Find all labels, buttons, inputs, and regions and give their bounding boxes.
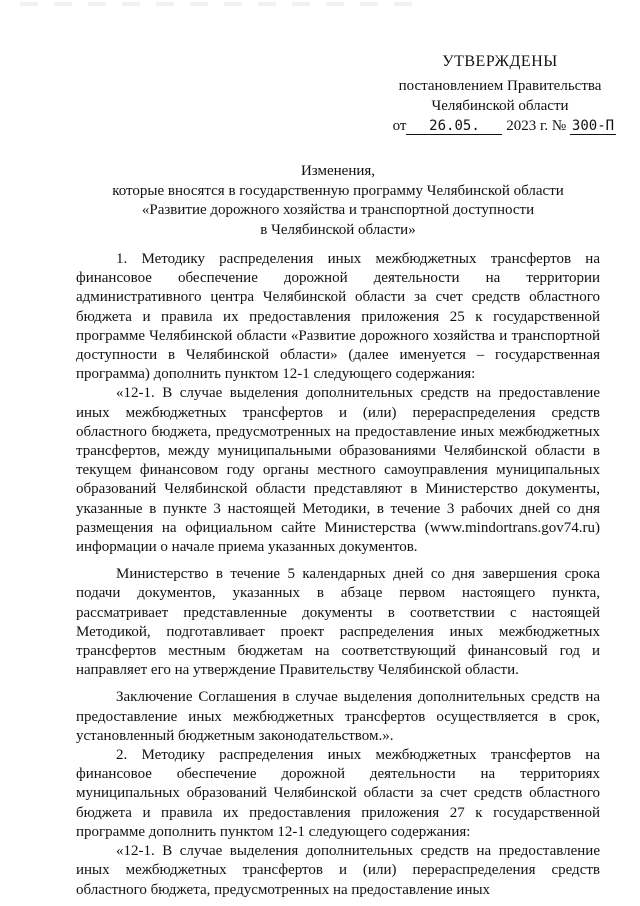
approval-date-line: [380, 116, 620, 136]
paragraph-6: «12-1. В случае выделения дополнительных средств на предоставление иных межбюджетных трансфертов и (или) перераспределения средств областного бюджета, предусмотренных на предоставление иных: [76, 843, 600, 898]
approval-title: УТВЕРЖДЕНЫ: [442, 53, 558, 70]
heading-line-1: Изменения,: [300, 163, 376, 179]
scan-artifact: [20, 2, 420, 6]
date-day-field: 26.05.: [406, 118, 502, 135]
document-heading: [76, 162, 600, 240]
paragraph-5: 2. Методику распределения иных межбюджетных трансфертов на финансовое обеспечение дорожной деятельности на территориях муниципальных образований Челябинской области за счет средств областного бюджета и правила их предоставления приложения 27 к государственной программе дополнить пунктом 12-1 следующего содержания:: [76, 747, 600, 840]
paragraph-2: «12-1. В случае выделения дополнительных средств на предоставление иных межбюджетных трансфертов и (или) перераспределения средств областного бюджета, предусмотренных на предоставление иных межбюджетных трансфертов, между муниципальными образованиями Челябинской области в текущем финансовом году органы местного самоуправления муниципальных образований Челябинской области представляют в Министерство документы, указанные в пункте 3 настоящей Методики, в течение 3 рабочих дней со дня размещения на официальном сайте Министерства (www.mindortrans.gov74.ru) информации о начале приема указанных документов.: [76, 385, 600, 556]
approval-stamp: [380, 52, 620, 136]
date-prefix: от: [392, 118, 407, 134]
heading-line-4: в Челябинской области»: [260, 221, 416, 238]
paragraph-3: Министерство в течение 5 календарных дней со дня завершения срока подачи документов, указанных в абзаце первом настоящего пункта, рассматривает представленные документы в соответствии с настоящей Методикой, подготавливает проект распределения иных межбюджетных трансфертов местным бюджетам на соответствующий финансовый год и направляет его на утверждение Правительству Челябинской области.: [76, 566, 600, 679]
approval-line-region: Челябинской области: [431, 98, 569, 114]
document-body: [76, 250, 600, 900]
paragraph-4: Заключение Соглашения в случае выделения дополнительных средств на предоставление иных межбюджетных трансфертов осуществляется в срок, установленный бюджетным законодательством.».: [76, 689, 600, 744]
approval-line-government: постановлением Правительства: [398, 78, 602, 94]
date-year-label: 2023 г. №: [506, 118, 567, 134]
resolution-number: 300-П: [571, 118, 615, 134]
paragraph-1: 1. Методику распределения иных межбюджетных трансфертов на финансовое обеспечение дорожной деятельности на территории административного центра Челябинской области за счет средств областного бюджета и правила их предоставления приложения 25 к государственной программе Челябинской области «Развитие дорожного хозяйства и транспортной доступности в Челябинской области» (далее именуется – государственная программа) дополнить пунктом 12-1 следующего содержания:: [76, 251, 600, 383]
heading-line-3: «Развитие дорожного хозяйства и транспортной доступности: [141, 202, 535, 218]
heading-line-2: которые вносятся в государственную программу Челябинской области: [112, 182, 564, 199]
